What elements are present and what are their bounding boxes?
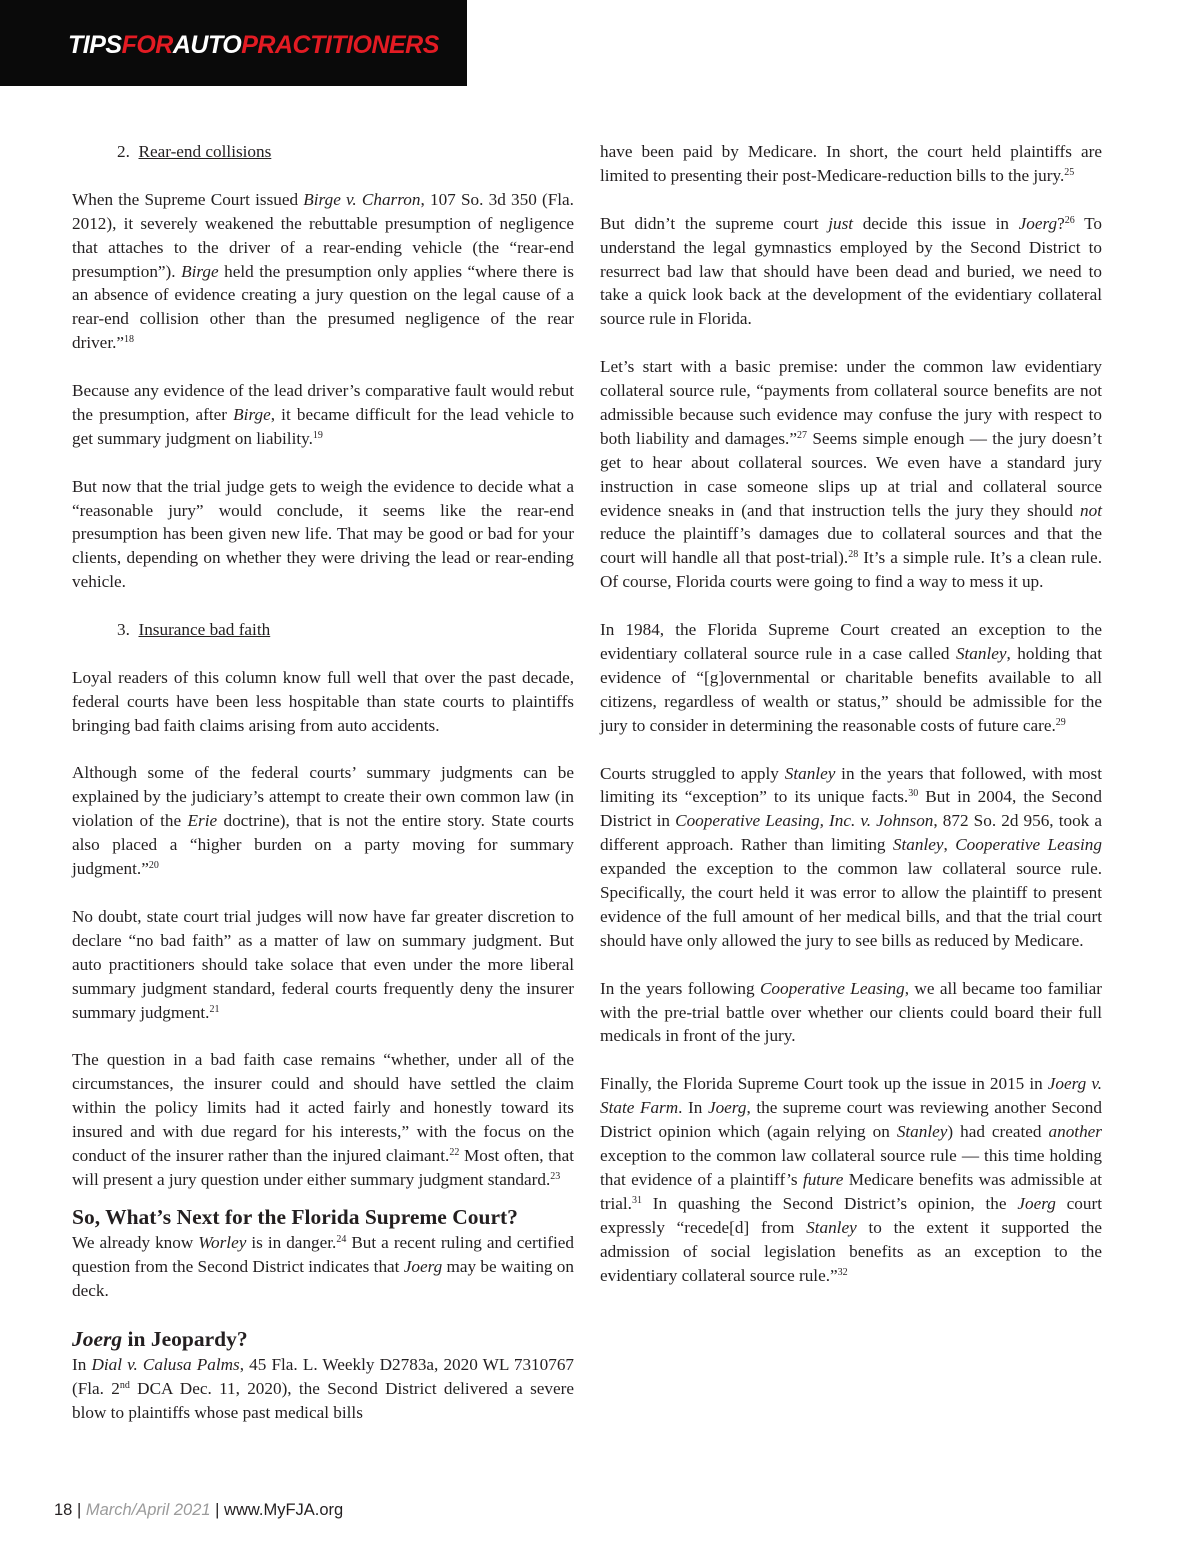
- page-footer: 18 | March/April 2021 | www.MyFJA.org: [54, 1501, 344, 1519]
- paragraph: Finally, the Florida Supreme Court took up the issue in 2015 in Joerg v. State Farm. In Joerg, the supreme court was reviewing another Second District opinion which (again relying on Stanley) had created another exception to the common law collateral source rule — this time holding that evidence of a plaintiff’s future Medicare benefits was admissible at trial.$^{31}$ In quashing the Second District’s opinion, the Joerg court expressly “recede[d] from Stanley to the extent it supported the admission of social legislation benefits as an exception to the evidentiary collateral source rule.”$^{32}$: [600, 1074, 1102, 1285]
- paragraph: In Dial v. Calusa Palms, 45 Fla. L. Weekly D2783a, 2020 WL 7310767 (Fla. 2nd DCA Dec. 11, 2020), the Second District delivered a severe blow to plaintiffs whose past medical bills: [72, 1355, 575, 1423]
- footnote-ref: 28: [848, 549, 859, 561]
- footnote-ref: 31: [631, 1194, 642, 1206]
- paragraph: Because any evidence of the lead driver’s comparative fault would rebut the presumption, after Birge, it became difficult for the lead vehicle to get summary judgment on liability.$^{19}$: [72, 381, 574, 448]
- issue-date: March/April 2021: [85, 1501, 211, 1519]
- title-part-tips: TIPS: [68, 31, 122, 59]
- footnote-ref: 30: [908, 788, 919, 800]
- title-part-auto: AUTO: [172, 31, 242, 59]
- paragraph: Let’s start with a basic premise: under the common law evidentiary collateral source rule, “payments from collateral source benefits are not admissible because such evidence may confuse the jury with respect to both liability and damages.”$^{27}$ Seems simple enough — the jury doesn’t get to hear about collateral sources. We even have a standard jury instruction in case someone slips up at trial and collateral source evidence sneaks in (and that instruction tells the jury they should not reduce the plaintiff’s damages due to collateral sources and that the court will handle all that post-trial).$^{28}$ It’s a simple rule. It’s a clean rule. Of course, Florida courts were going to find a way to mess it up.: [600, 357, 1102, 592]
- paragraph: We already know Worley is in danger.$^{24}$ But a recent ruling and certified question from the Second District indicates that Joerg may be waiting on deck.: [72, 1232, 574, 1300]
- footnote-ref: 21: [209, 1003, 220, 1015]
- masthead-banner: [0, 0, 467, 86]
- title-part-practitioners: PRACTITIONERS: [241, 31, 439, 59]
- page-number: 18: [54, 1501, 73, 1519]
- title-part-for: FOR: [121, 31, 173, 59]
- paragraph: have been paid by Medicare. In short, the court held plaintiffs are limited to presenting their post-Medicare-reduction bills to the jury.$^{25}$: [600, 142, 1102, 185]
- website-link[interactable]: www.MyFJA.org: [224, 1501, 344, 1519]
- footnote-ref: 27: [796, 429, 807, 441]
- paragraph: In 1984, the Florida Supreme Court created an exception to the evidentiary collateral source rule in a case called Stanley, holding that evidence of “[g]overnmental or charitable benefits available to all citizens, regardless of wealth or status,” should be admissible for the jury to consider in determining the reasonable costs of future care.$^{29}$: [600, 620, 1102, 735]
- section-heading-rear-end: 2. Rear-end collisions: [117, 142, 272, 161]
- paragraph: In the years following Cooperative Leasing, we all became too familiar with the pre-trial battle over whether our clients could board their full medicals in front of the jury.: [600, 978, 1102, 1046]
- section-heading-bad-faith: 3. Insurance bad faith: [117, 620, 271, 640]
- footnote-ref: 19: [312, 429, 323, 441]
- footnote-ref: 25: [1064, 166, 1075, 178]
- paragraph: When the Supreme Court issued Birge v. Charron, 107 So. 3d 350 (Fla. 2012), it severely weakened the rebuttable presumption of negligence that attaches to the driver of a rear-ending vehicle (the “rear-end presumption”). Birge held the presumption only applies “where there is an absence of evidence creating a jury question on the legal cause of a rear-end collision other than the presumed negligence of the rear driver.”$^{18}$: [72, 189, 574, 353]
- left-column: [72, 140, 574, 1425]
- paragraph: The question in a bad faith case remains “whether, under all of the circumstances, the insurer could and should have settled the claim within the policy limits had it acted fairly and honestly toward its insured and with due regard for his interests,” with the focus on the conduct of the insurer rather than the injured claimant.$^{22}$ Most often, that will present a jury question under either summary judgment standard.$^{23}$: [72, 1050, 574, 1189]
- right-column: [600, 140, 1102, 1287]
- footnote-ref: 18: [124, 334, 135, 346]
- footnote-ref: 32: [837, 1266, 848, 1278]
- paragraph: Although some of the federal courts’ summary judgments can be explained by the judiciary’s attempt to create their own common law (in violation of the Erie doctrine), that is not the entire story. State courts also placed a “higher burden on a party moving for summary judgment.”$^{20}$: [72, 763, 574, 879]
- footnote-ref: 29: [1055, 716, 1066, 728]
- footnote-ref: 23: [550, 1170, 561, 1182]
- paragraph: But now that the trial judge gets to weigh the evidence to decide what a “reasonable jury” would conclude, it seems like the rear-end presumption has been given new life. That may be good or bad for your clients, depending on whether they were driving the lead or rear-ending vehicle.: [72, 476, 574, 592]
- section-heading-joerg: Joerg in Jeopardy?: [72, 1327, 248, 1352]
- paragraph: Courts struggled to apply Stanley in the years that followed, with most limiting its “exception” to its unique facts.$^{30}$ But in 2004, the Second District in Cooperative Leasing, Inc. v. Johnson, 872 So. 2d 956, took a different approach. Rather than limiting Stanley, Cooperative Leasing expanded the exception to the common law collateral source rule. Specifically, the court held it was error to allow the plaintiff to present evidence of the full amount of her medical bills, and that the trial court should have only allowed the jury to see bills as reduced by Medicare.: [600, 763, 1102, 950]
- footnote-ref: 24: [336, 1233, 347, 1245]
- paragraph: Loyal readers of this column know full well that over the past decade, federal courts have been less hospitable than state courts to plaintiffs bringing bad faith claims arising from auto accidents.: [72, 667, 574, 735]
- section-heading-whats-next: So, What’s Next for the Florida Supreme Court?: [72, 1204, 518, 1229]
- paragraph: No doubt, state court trial judges will now have far greater discretion to declare “no bad faith” as a matter of law on summary judgment. But auto practitioners should take solace that even under the more liberal summary judgment standard, federal courts frequently deny the insurer summary judgment.$^{21}$: [72, 906, 574, 1022]
- column-title: [68, 30, 439, 60]
- footnote-ref: 26: [1064, 214, 1075, 226]
- paragraph: But didn’t the supreme court just decide this issue in Joerg?$^{26}$ To understand the legal gymnastics employed by the Second District to resurrect bad law that should have been dead and buried, we need to take a quick look back at the development of the evidentiary collateral source rule in Florida.: [600, 213, 1102, 329]
- footnote-ref: 22: [449, 1146, 460, 1158]
- footnote-ref: 20: [148, 860, 159, 872]
